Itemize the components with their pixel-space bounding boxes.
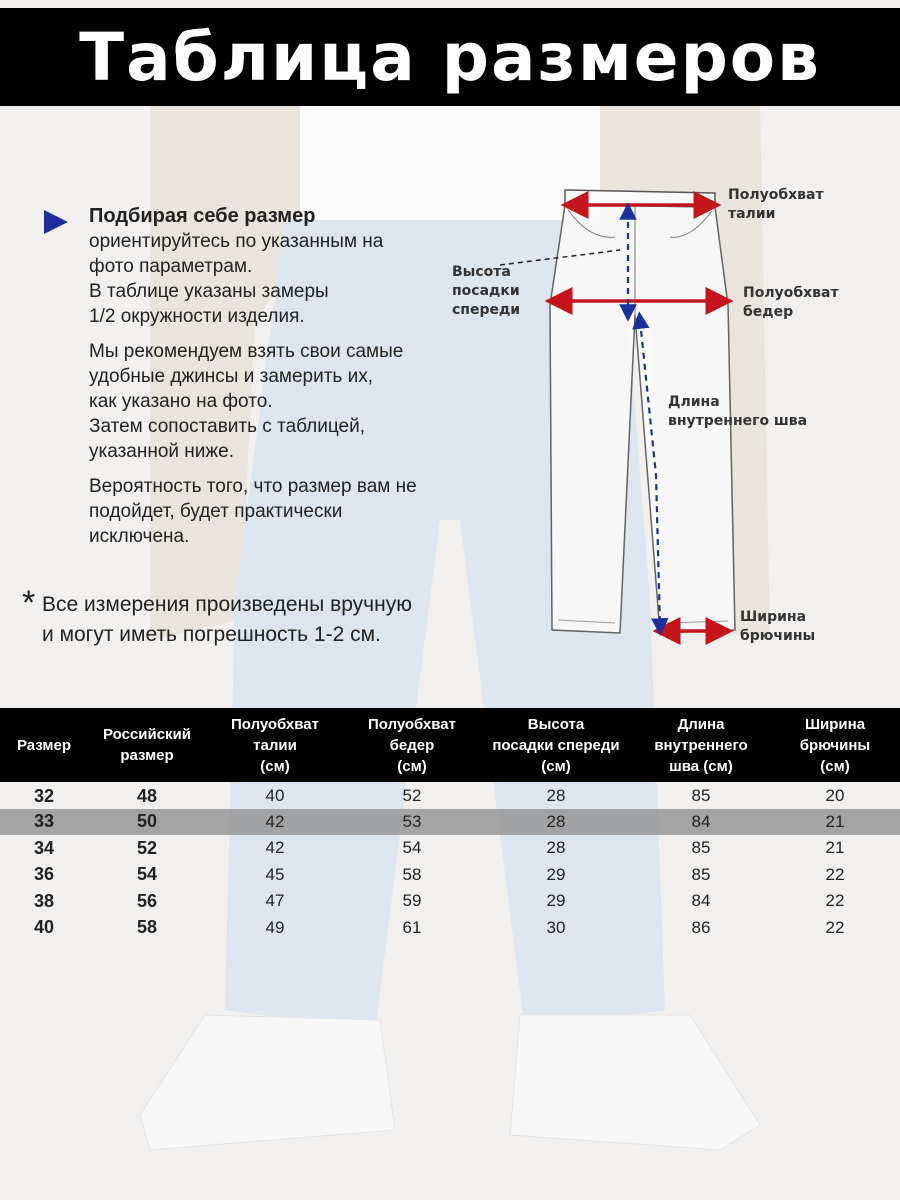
col-header-size: Размер bbox=[16, 736, 72, 754]
jeans-measurement-diagram bbox=[430, 175, 870, 655]
note-line: Все измерения произведены вручную bbox=[42, 593, 412, 616]
label-inseam: Длина внутреннего шва bbox=[668, 394, 808, 429]
label-hip: Полуобхват бедер bbox=[743, 285, 839, 320]
table-row: 32 48 40 52 28 85 20 bbox=[33, 785, 845, 806]
table-row: 40 58 49 61 30 86 22 bbox=[33, 917, 845, 938]
label-waist: Полуобхват талии bbox=[728, 187, 824, 222]
asterisk: * bbox=[22, 584, 36, 622]
page-title: Таблица размеров bbox=[0, 8, 900, 106]
table-row: 34 52 42 54 28 85 21 bbox=[33, 837, 845, 858]
intro-line: 1/2 окружности изделия. bbox=[89, 306, 305, 327]
col-header-waist: Полуобхват талии (см) bbox=[231, 715, 319, 775]
note-line: и могут иметь погрешность 1-2 см. bbox=[42, 623, 381, 646]
table-row: 36 54 45 58 29 85 22 bbox=[33, 864, 845, 885]
intro-lead: Подбирая себе размер bbox=[89, 205, 316, 227]
intro-line: Вероятность того, что размер вам не bbox=[89, 476, 417, 497]
col-header-hip: Полуобхват бедер (см) bbox=[368, 715, 456, 775]
table-row: 33 50 42 53 28 84 21 bbox=[0, 809, 900, 836]
label-rise: Высота посадки спереди bbox=[452, 264, 521, 318]
size-table bbox=[0, 708, 900, 941]
measurement-note bbox=[22, 584, 492, 650]
intro-line: фото параметрам. bbox=[89, 256, 253, 277]
intro-line: Затем сопоставить с таблицей, bbox=[89, 416, 365, 437]
intro-text bbox=[44, 203, 464, 549]
table-row: 38 56 47 59 29 84 22 bbox=[33, 890, 845, 911]
col-header-rise: Высота посадки спереди (см) bbox=[492, 715, 620, 775]
intro-line: ориентируйтесь по указанным на bbox=[89, 231, 384, 252]
col-header-inseam: Длина внутреннего шва (см) bbox=[654, 715, 748, 775]
play-arrow-icon bbox=[44, 210, 68, 234]
intro-line: подойдет, будет практически bbox=[89, 501, 343, 522]
intro-line: исключена. bbox=[89, 526, 190, 547]
intro-line: указанной ниже. bbox=[89, 441, 234, 462]
intro-line: В таблице указаны замеры bbox=[89, 281, 329, 302]
table-header-row bbox=[0, 708, 900, 782]
intro-line: как указано на фото. bbox=[89, 391, 273, 412]
label-leg-width: Ширина брючины bbox=[740, 609, 816, 644]
intro-line: Мы рекомендуем взять свои самые bbox=[89, 341, 404, 362]
intro-line: удобные джинсы и замерить их, bbox=[89, 366, 373, 387]
col-header-leg-width: Ширина брючины (см) bbox=[799, 715, 871, 775]
col-header-ru-size: Российский размер bbox=[102, 726, 191, 764]
